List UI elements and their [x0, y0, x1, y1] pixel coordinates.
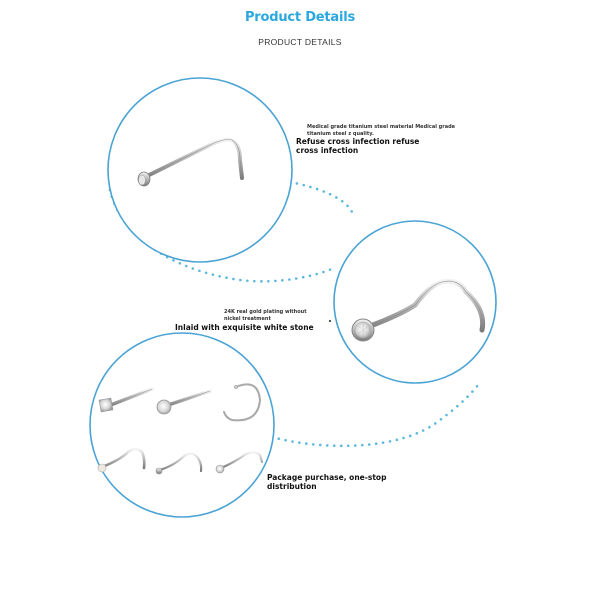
feature-circle-1 — [108, 78, 292, 262]
feature-circle-3 — [90, 333, 274, 517]
dotted-arc-3 — [272, 385, 478, 446]
feature-circle-2 — [334, 221, 496, 383]
dotted-arc-1 — [290, 182, 352, 212]
feature-1-main-text: Refuse cross infection refuse cross infection — [296, 137, 420, 155]
feature-2-main-text: Inlaid with exquisite white stone — [175, 323, 314, 332]
feature-3-main-text: Package purchase, one-stop distribution — [267, 473, 387, 491]
decorative-dot — [329, 320, 331, 322]
page-title: Product Details — [244, 10, 356, 25]
page-subtitle: PRODUCT DETAILS — [258, 37, 342, 47]
feature-1-small-text: Medical grade titanium steel material Medical grade titanium steel z quality. — [307, 124, 456, 137]
feature-2-small-text: 24K real gold plating without nickel treatment — [224, 309, 307, 322]
